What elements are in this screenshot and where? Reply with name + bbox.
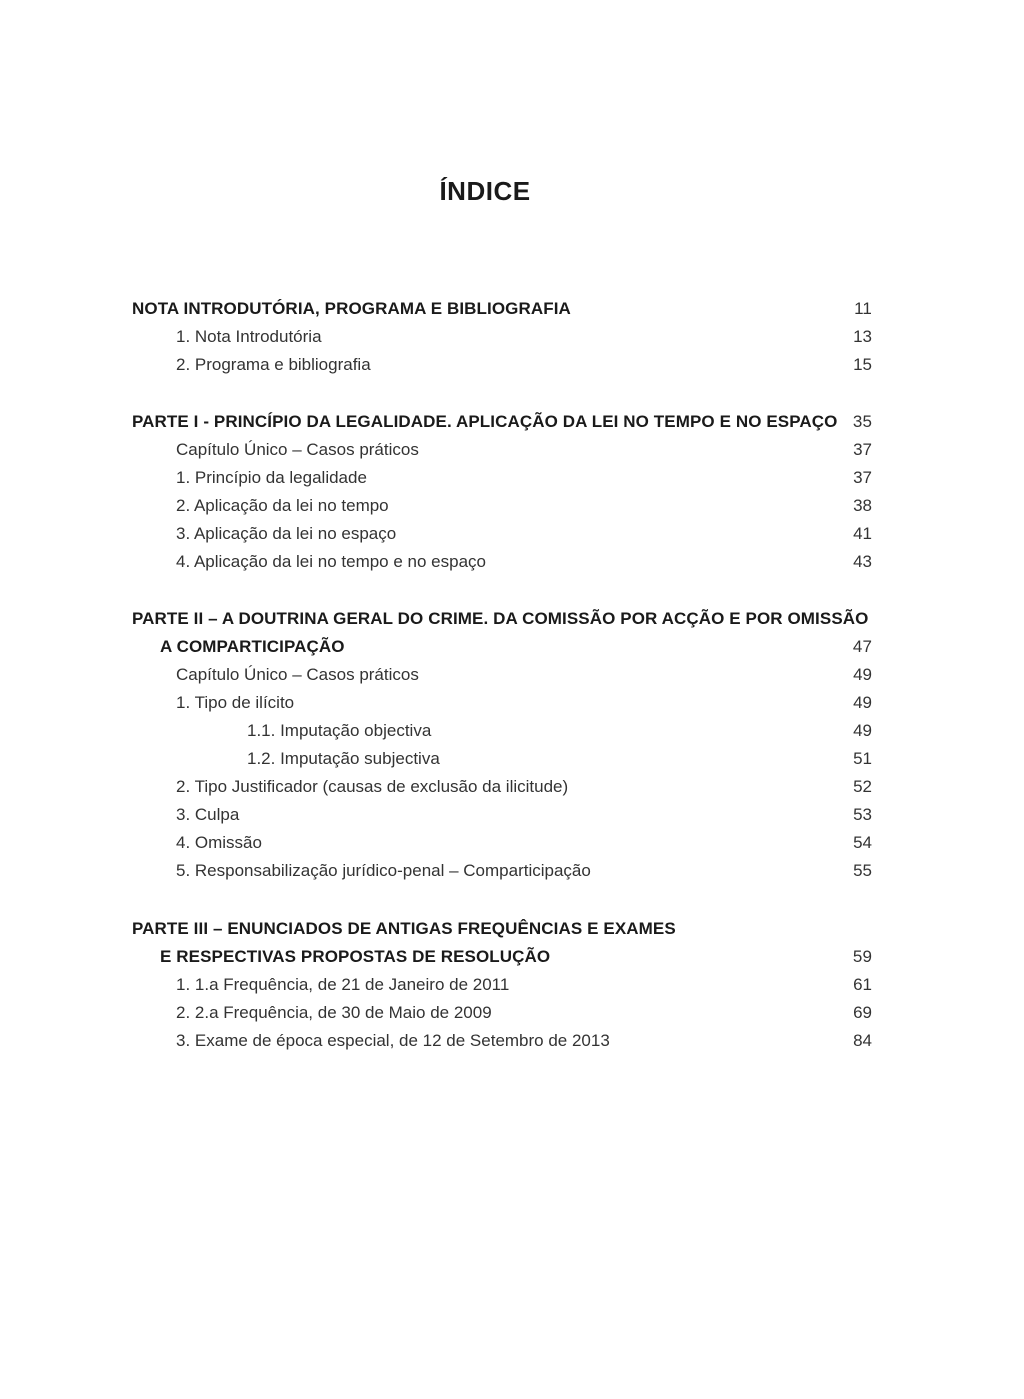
toc-heading-label: NOTA INTRODUTÓRIA, PROGRAMA E BIBLIOGRAFIA [132,299,571,318]
toc-entry-label: 4. Aplicação da lei no tempo e no espaço [176,552,486,571]
toc-entry[interactable] [132,690,872,716]
toc-entry[interactable] [132,465,872,491]
toc-entry-label: 1. Tipo de ilícito [176,693,295,712]
toc-entry-label: 3. Aplicação da lei no espaço [176,524,397,543]
toc-page-number: 53 [853,805,872,824]
toc-page-number: 35 [852,412,872,431]
toc-page-number: 69 [853,1003,872,1022]
toc-entry[interactable] [132,662,872,688]
toc-entry[interactable] [132,1028,872,1054]
toc-page-number: 49 [853,693,872,712]
toc-entry[interactable] [132,549,872,575]
toc-heading-label: PARTE III – ENUNCIADOS DE ANTIGAS FREQUÊNCIAS E EXAMES [132,919,676,938]
toc-entry[interactable] [132,437,872,463]
toc-entry[interactable] [132,324,872,350]
toc-entry[interactable] [132,746,872,772]
toc-page-number: 37 [853,440,872,459]
toc-heading-label: A COMPARTICIPAÇÃO [160,637,345,656]
toc-entry[interactable] [132,493,872,519]
toc-entry-label: Capítulo Único – Casos práticos [176,665,419,684]
toc-page-number: 51 [853,749,872,768]
toc-entry-label: 1. 1.a Frequência, de 21 de Janeiro de 2011 [176,975,510,994]
toc-page-number: 49 [853,721,872,740]
toc-entry[interactable] [132,972,872,998]
toc-heading-parte-i[interactable] [132,409,872,435]
toc-entry-label: 3. Exame de época especial, de 12 de Setembro de 2013 [176,1031,610,1050]
toc-page-number: 38 [853,496,872,515]
toc-heading-parte-iii-cont[interactable] [132,944,872,970]
toc-page-number: 47 [852,637,872,656]
toc-entry-label: 4. Omissão [176,833,262,852]
toc-heading-label: PARTE II – A DOUTRINA GERAL DO CRIME. DA COMISSÃO POR ACÇÃO E POR OMISSÃO [132,609,869,628]
toc-entry[interactable] [132,858,872,884]
toc-entry-label: 1. Princípio da legalidade [176,468,367,487]
toc-page-number: 41 [853,524,872,543]
toc-entry[interactable] [132,718,872,744]
toc-entry[interactable] [132,802,872,828]
toc-page-number: 15 [853,355,872,374]
toc-entry-label: 2. 2.a Frequência, de 30 de Maio de 2009 [176,1003,492,1022]
toc-page-number: 37 [853,468,872,487]
toc-entry-label: 2. Aplicação da lei no tempo [176,496,389,515]
page-title: ÍNDICE [439,176,531,206]
toc-entry-label: 1.1. Imputação objectiva [247,721,432,740]
toc-page-number: 49 [853,665,872,684]
toc-entry[interactable] [132,830,872,856]
toc-entry-label: 3. Culpa [176,805,240,824]
toc-entry[interactable] [132,774,872,800]
toc-page-number: 55 [853,861,872,880]
toc-page-number: 84 [853,1031,872,1050]
toc-heading-parte-ii-cont[interactable] [132,634,872,660]
toc-page-number: 13 [853,327,872,346]
toc-entry-label: Capítulo Único – Casos práticos [176,440,419,459]
toc-page-number: 54 [853,833,872,852]
toc-heading-nota-introdutoria[interactable] [132,296,872,322]
toc-page-number: 43 [853,552,872,571]
toc-page-number: 11 [854,299,872,318]
toc-entry-label: 2. Programa e bibliografia [176,355,371,374]
toc-heading-label: E RESPECTIVAS PROPOSTAS DE RESOLUÇÃO [160,947,551,966]
toc-page-number: 59 [852,947,872,966]
toc-entry-label: 2. Tipo Justificador (causas de exclusão da ilicitude) [176,777,569,796]
toc-entry[interactable] [132,521,872,547]
toc-heading-label: PARTE I - PRINCÍPIO DA LEGALIDADE. APLICAÇÃO DA LEI NO TEMPO E NO ESPAÇO [132,412,838,431]
toc-page-number: 52 [853,777,872,796]
toc-heading-parte-iii[interactable] [132,916,872,942]
toc-entry-label: 5. Responsabilização jurídico-penal – Comparticipação [176,861,591,880]
toc-entry[interactable] [132,352,872,378]
toc-page-number: 61 [853,975,872,994]
toc-entry-label: 1. Nota Introdutória [176,327,322,346]
toc-heading-parte-ii[interactable] [132,606,872,632]
toc-entry[interactable] [132,1000,872,1026]
toc-entry-label: 1.2. Imputação subjectiva [247,749,440,768]
